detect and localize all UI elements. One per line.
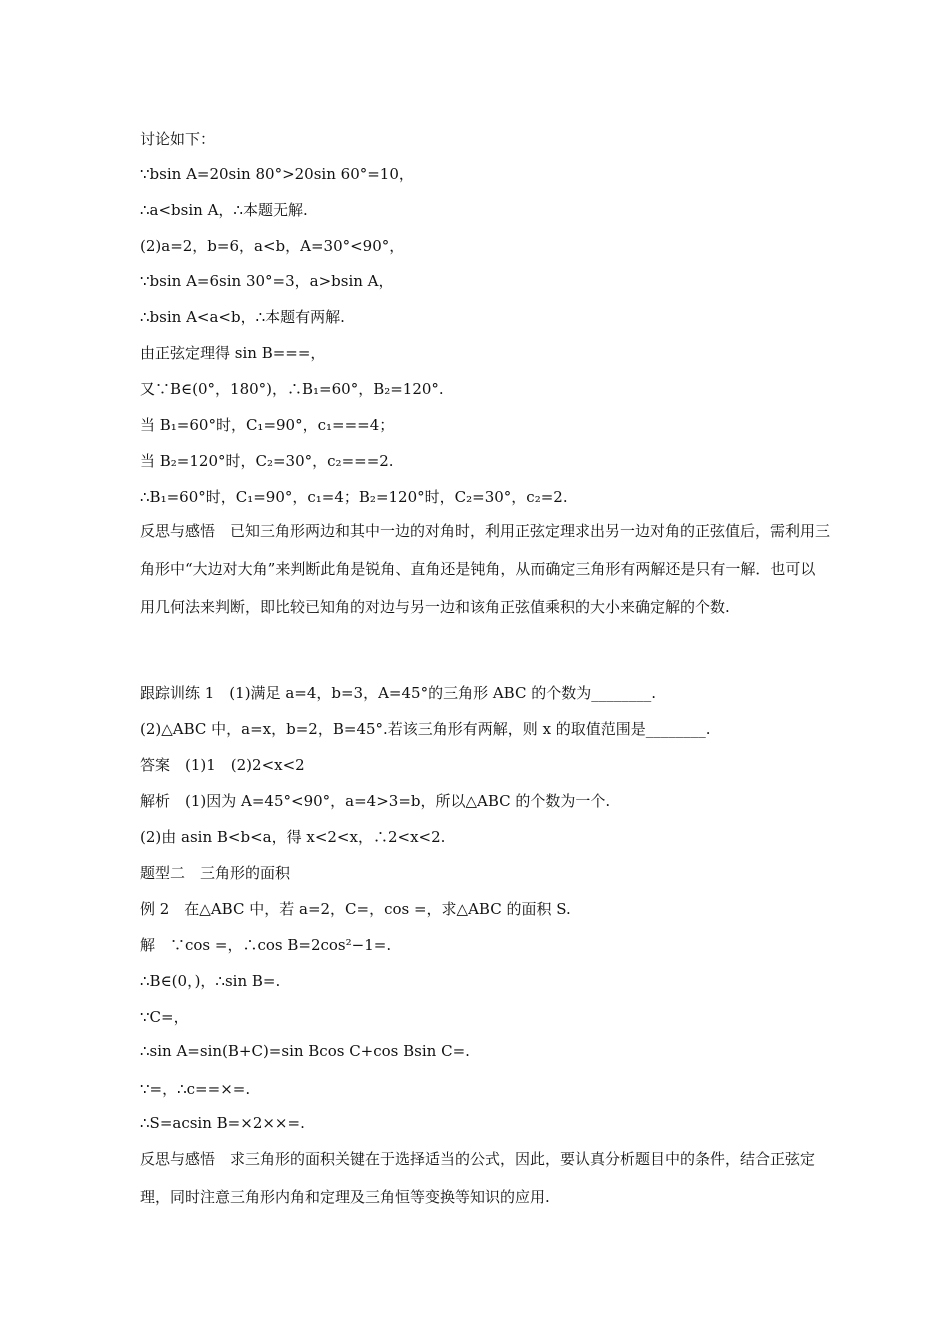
text-line: 解 ∵cos =，∴cos B=2cos²−1=. [140,936,392,954]
text-line: (2)a=2，b=6，a<b，A=30°<90°， [140,237,405,255]
text-line: ∴S=acsin B=×2××=. [140,1114,305,1132]
text-line: ∴sin A=sin(B+C)=sin Bcos C+cos Bsin C=. [140,1042,470,1060]
example-line: 例 2 在△ABC 中，若 a=2，C=，cos =，求△ABC 的面积 S. [140,900,571,918]
text-line: ∴B∈(0，)，∴sin B=. [140,972,281,990]
text-line: 当 B₂=120°时，C₂=30°，c₂===2. [140,452,394,470]
reflection-paragraph: 反思与感悟 已知三角形两边和其中一边的对角时，利用正弦定理求出另一边对角的正弦值后，需利用三角形中“大边对大角”来判断此角是锐角、直角还是钝角，从而确定三角形有两解还是只有一解．也可以用几何法来判断，即比较已知角的对边与另一边和该角正弦值乘积的大小来确定解的个数. [140,522,831,616]
text-line: ∵=，∴c==×=. [140,1080,251,1098]
text-line: ∴B₁=60°时，C₁=90°，c₁=4；B₂=120°时，C₂=30°，c₂=2. [140,488,568,506]
text-line: 当 B₁=60°时，C₁=90°，c₁===4； [140,416,395,434]
text-line: ∴a<bsin A，∴本题无解. [140,201,308,219]
text-line: 由正弦定理得 sin B===， [140,344,326,362]
text-line: 讨论如下： [140,130,216,148]
reflection-paragraph: 反思与感悟 求三角形的面积关键在于选择适当的公式，因此，要认真分析题目中的条件，结合正弦定理，同时注意三角形内角和定理及三角恒等变换等知识的应用. [140,1150,816,1206]
text-line: (2)△ABC 中，a=x，b=2，B=45°.若该三角形有两解，则 x 的取值范围是________. [140,720,711,738]
text-line: 又∵B∈(0°，180°)，∴B₁=60°，B₂=120°. [140,380,444,398]
text-line: ∵bsin A=20sin 80°>20sin 60°=10， [140,165,414,183]
text-line: 跟踪训练 1 (1)满足 a=4，b=3，A=45°的三角形 ABC 的个数为________. [140,684,657,702]
text-line: ∵bsin A=6sin 30°=3，a>bsin A， [140,272,394,290]
answer-line: 答案 (1)1 (2)2<x<2 [140,756,305,774]
section-heading: 题型二 三角形的面积 [140,864,291,882]
text-line: ∴bsin A<a<b，∴本题有两解. [140,308,345,326]
text-line: 解析 (1)因为 A=45°<90°，a=4>3=b，所以△ABC 的个数为一个. [140,792,611,810]
text-line: (2)由 asin B<b<a，得 x<2<x，∴2<x<2. [140,828,446,846]
text-line: ∵C=， [140,1008,189,1026]
